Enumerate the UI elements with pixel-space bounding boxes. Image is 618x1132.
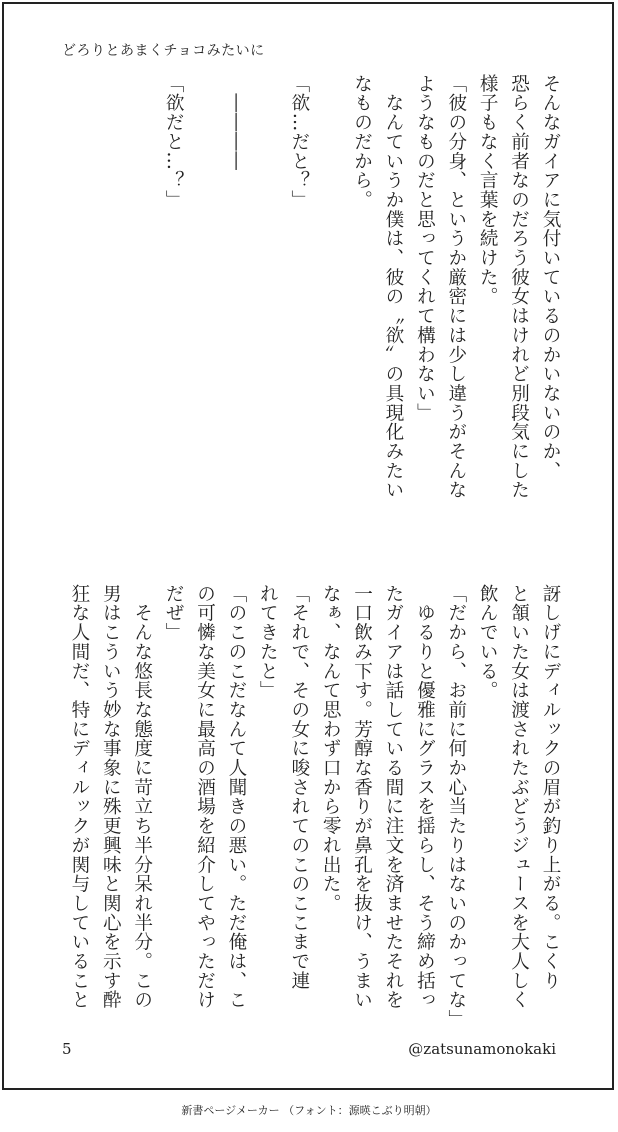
page-number: 5 [62,1040,72,1058]
running-head: どろりとあまくチョコみたいに [62,43,265,59]
author-handle: @zatsunamonokaki [408,1040,556,1058]
footer-credit: 新書ページメーカー （フォント：源暎こぶり明朝） [181,1104,437,1117]
upper-text-block: そんなガイアに気付いているのかいないのか、 恐らく前者なのだろう彼女はけれど別段気にした 様子もなく言葉を続けた。 「彼の分身、というか厳密には少し違うがそんな ようなものだと思ってくれて構わない」 なんていうか僕は、彼の〝欲〟の具現化みたい なものだから。 「欲…だと？」 ―――― 「欲だと…？」 [163,74,561,500]
page-frame [2,2,614,1090]
lower-text-block: 訝しげにディルックの眉が釣り上がる。こくり と頷いた女は渡されたぶどうジュースを大人しく 飲んでいる。 「だから、お前に何か心当たりはないのかってな」 ゆるりと優雅にグラスを揺らし、そう締め括っ たガイアは話している間に注文を済ませたそれを 一口飲み下す。芳醇な香りが鼻孔を抜け、うまい なぁ、なんて思わず口から零れ出た。 「それで、その女に唆されてのこのここまで連 れてきたと」 「のこのこだなんて人聞きの悪い。ただ俺は、こ の可憐な美女に最高の酒場を紹介してやっただけ だぜ」 そんな悠長な態度に苛立ち半分呆れ半分。この 男はこういう妙な事象に殊更興味と関心を示す酔 狂な人間だ、特にディルックが関与していること [68,584,561,1030]
